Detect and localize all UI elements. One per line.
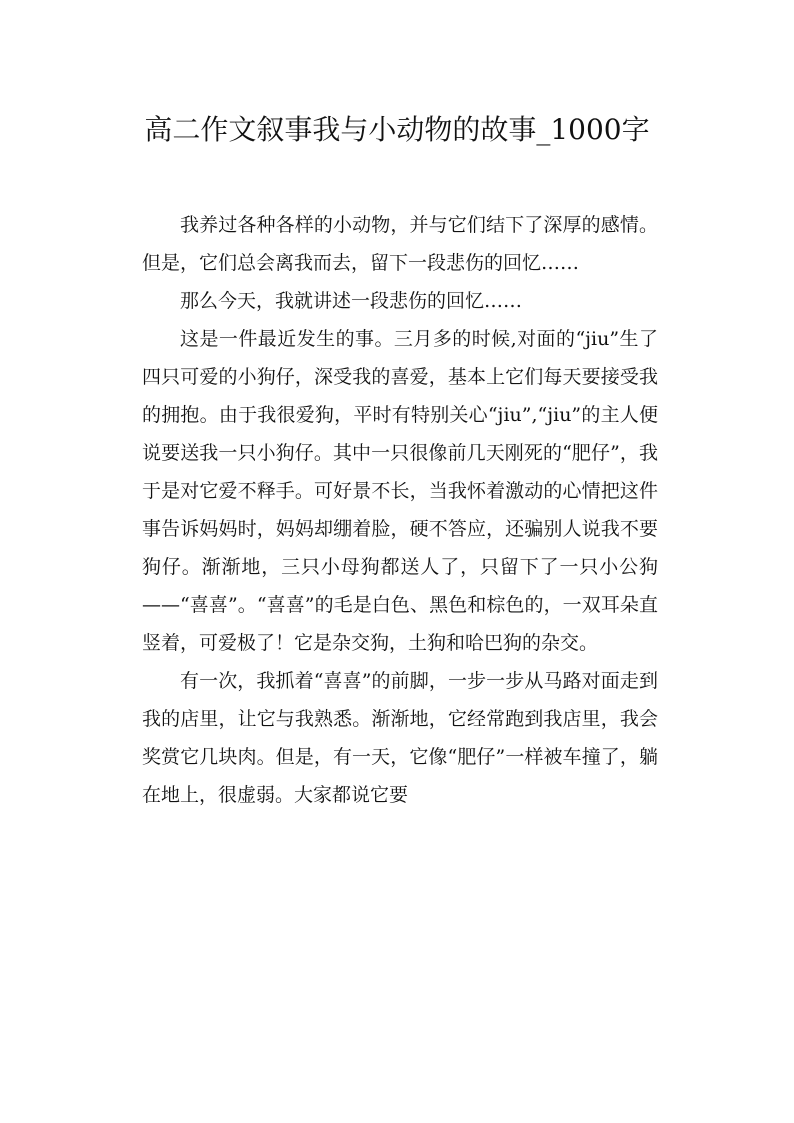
paragraph-1: 我养过各种各样的小动物，并与它们结下了深厚的感情。但是，它们总会离我而去，留下一段悲伤的回忆…… [142,214,658,274]
paragraph-3: 这是一件最近发生的事。三月多的时候,对面的“jiu”生了四只可爱的小狗仔，深受我的喜爱，基本上它们每天要接受我的拥抱。由于我很爱狗，平时有特别关心“jiu”,“jiu”的主人便说要送我一只小狗仔。其中一只很像前几天刚死的“肥仔”，我于是对它爱不释手。可好景不长，当我怀着激动的心情把这件事告诉妈妈时，妈妈却绷着脸，硬不答应，还骗别人说我不要狗仔。渐渐地，三只小母狗都送人了，只留下了一只小公狗——“喜喜”。“喜喜”的毛是白色、黑色和棕色的，一双耳朵直竖着，可爱极了！它是杂交狗，土狗和哈巴狗的杂交。 [142,328,658,654]
document-body [142,206,658,814]
paragraph-2: 那么今天，我就讲述一段悲伤的回忆…… [180,290,523,312]
document-title: 高二作文叙事我与小动物的故事_1000字 [144,113,650,146]
paragraph-4: 有一次，我抓着“喜喜”的前脚，一步一步从马路对面走到我的店里，让它与我熟悉。渐渐地，它经常跑到我店里，我会奖赏它几块肉。但是，有一天，它像“肥仔”一样被车撞了，躺在地上，很虚弱。大家都说它要 [142,670,658,806]
